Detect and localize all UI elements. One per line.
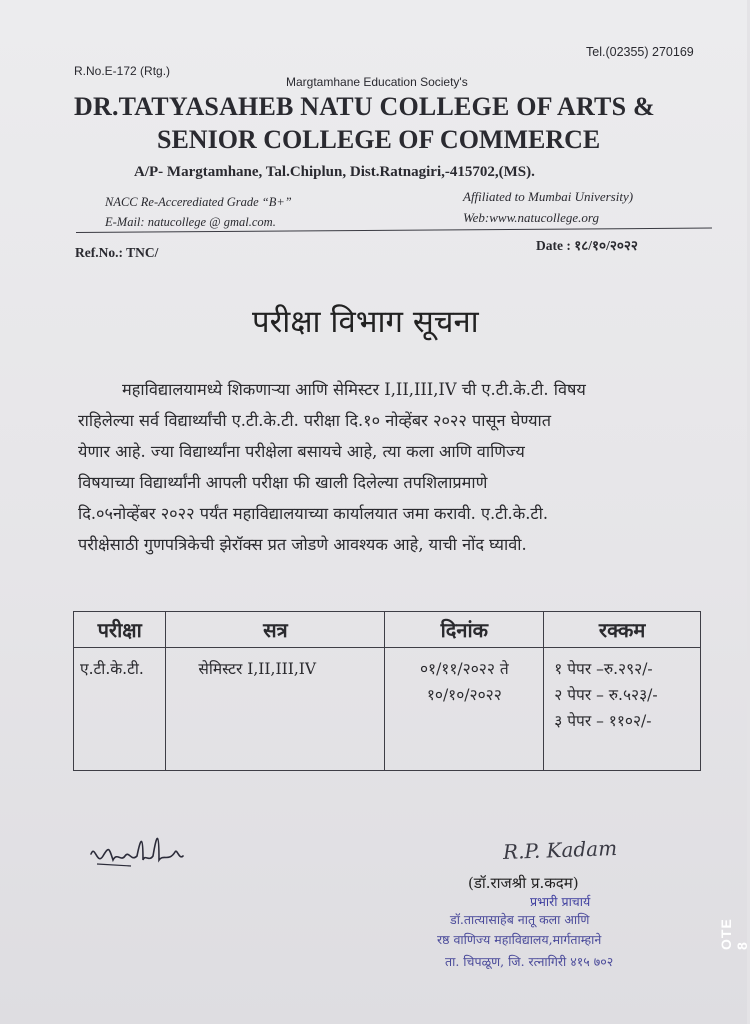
notice-body-line: विषयाच्या विद्यार्थ्यांनी आपली परीक्षा फी खाली दिलेल्या तपशिलाप्रमाणे bbox=[78, 473, 488, 492]
reference-number: Ref.No.: TNC/ bbox=[75, 245, 159, 260]
header-semester: सत्र bbox=[166, 612, 385, 648]
cell-dates bbox=[385, 648, 544, 771]
cell-exam: ए.टी.के.टी. bbox=[74, 648, 166, 771]
header-exam: परीक्षा bbox=[74, 612, 166, 648]
cell-fees bbox=[544, 648, 701, 771]
nacc-grade: NACC Re-Accerediated Grade “B+” bbox=[105, 195, 292, 209]
fee-two-papers: २ पेपर – रु.५२३/- bbox=[554, 686, 658, 704]
notice-body-line: येणार आहे. ज्या विद्यार्थ्यांना परीक्षेला बसायचे आहे, त्या कला आणि वाणिज्य bbox=[78, 442, 525, 461]
college-website: Web:www.natucollege.org bbox=[463, 210, 600, 225]
principal-title: प्रभारी प्राचार्य bbox=[530, 894, 591, 909]
stamp-line: ता. चिपळूण, जि. रत्नागिरी ४१५ ७०२ bbox=[445, 954, 614, 969]
header-amount: रक्कम bbox=[544, 612, 701, 648]
right-signature: R.P. Kadam bbox=[502, 836, 618, 864]
principal-name: (डॉ.राजश्री प्र.कदम) bbox=[468, 874, 579, 892]
stamp-line: रष्ठ वाणिज्य महाविद्यालय,मार्गताम्हाने bbox=[437, 932, 602, 947]
college-email: E-Mail: natucollege @ gmal.com. bbox=[105, 215, 276, 229]
college-name-line1: DR.TATYASAHEB NATU COLLEGE OF ARTS & bbox=[74, 92, 655, 121]
college-name-line2: SENIOR COLLEGE OF COMMERCE bbox=[157, 125, 601, 154]
date-range-end: १०/१०/२०२२ bbox=[426, 686, 502, 704]
table-row bbox=[74, 648, 701, 771]
left-signature bbox=[87, 826, 187, 876]
notice-body-line: राहिलेल्या सर्व विद्यार्थ्यांची ए.टी.के.टी. परीक्षा दि.१० नोव्हेंबर २०२२ पासून घेण्यात bbox=[78, 411, 552, 430]
fee-table bbox=[73, 611, 701, 771]
fee-three-papers: ३ पेपर – ११०२/- bbox=[554, 712, 652, 730]
edge-label: OTE 8 bbox=[718, 918, 750, 950]
date-range-start: ०१/११/२०२२ ते bbox=[419, 660, 509, 678]
notice-title: परीक्षा विभाग सूचना bbox=[252, 304, 479, 340]
cell-semester: सेमिस्टर I,II,III,IV bbox=[166, 648, 385, 771]
affiliation: Affiliated to Mumbai University) bbox=[463, 189, 634, 204]
society-name: Margtamhane Education Society's bbox=[286, 75, 468, 89]
college-address: A/P- Margtamhane, Tal.Chiplun, Dist.Ratnagiri,-415702,(MS). bbox=[134, 164, 535, 180]
registration-number: R.No.E-172 (Rtg.) bbox=[74, 64, 171, 78]
notice-body-line: दि.०५नोव्हेंबर २०२२ पर्यंत महाविद्यालयाच्या कार्यालयात जमा करावी. ए.टी.के.टी. bbox=[78, 504, 549, 523]
notice-body-line: परीक्षेसाठी गुणपत्रिकेची झेरॉक्स प्रत जोडणे आवश्यक आहे, याची नोंद घ्यावी. bbox=[78, 535, 527, 554]
notice-body bbox=[78, 374, 712, 560]
telephone-number: Tel.(02355) 270169 bbox=[586, 45, 694, 59]
stamp-line: डॉ.तात्यासाहेब नातू कला आणि bbox=[450, 912, 590, 927]
header-date: दिनांक bbox=[385, 612, 544, 648]
fee-one-paper: १ पेपर –रु.२९२/- bbox=[554, 660, 653, 678]
notice-body-line: महाविद्यालयामध्ये शिकणाऱ्या आणि सेमिस्टर I,II,III,IV ची ए.टी.के.टी. विषय bbox=[122, 380, 586, 399]
fee-table-header-row bbox=[74, 612, 701, 648]
notice-date: Date : १८/१०/२०२२ bbox=[536, 238, 638, 253]
